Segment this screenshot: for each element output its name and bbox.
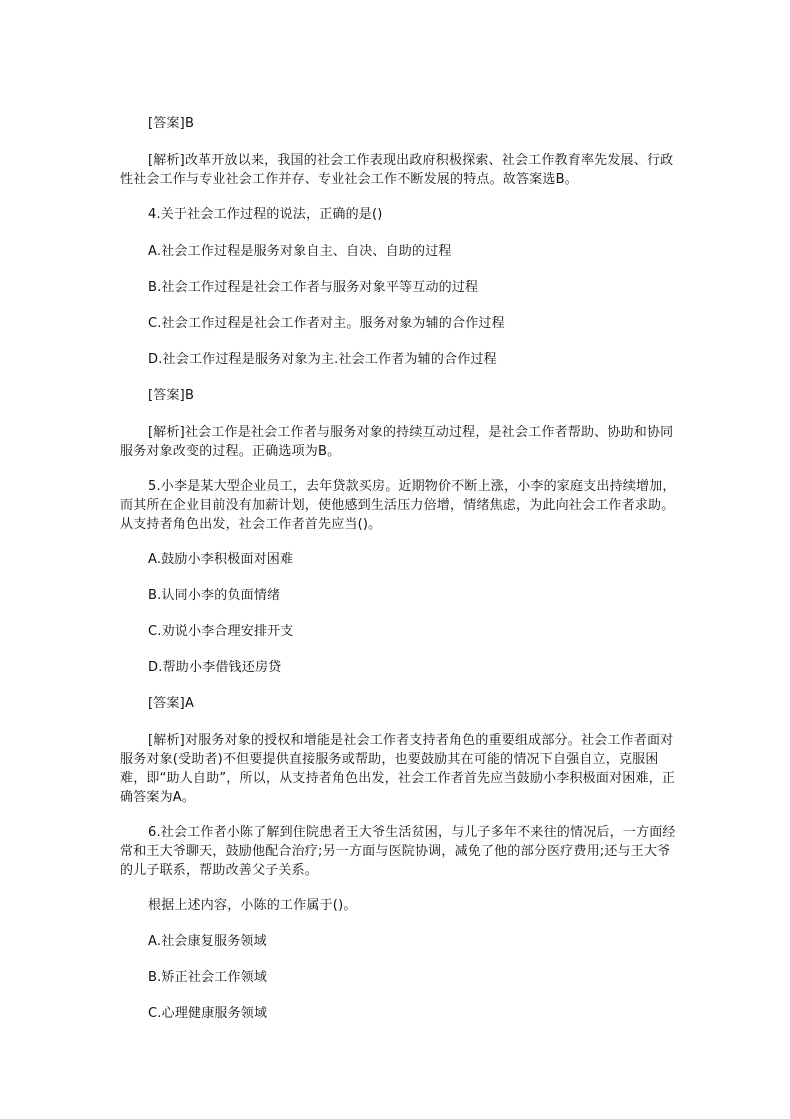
question-6-option-c: C.心理健康服务领域 [148,1006,268,1021]
question-4-option-a: A.社会工作过程是服务对象自主、自决、自助的过程 [148,244,452,259]
answer-3: [答案]B [148,116,195,131]
analysis-4: [解析]社会工作是社会工作者与服务对象的持续互动过程，是社会工作者帮助、协助和协同服务对象改变的过程。正确选项为B。 [120,425,674,459]
question-4: 4.关于社会工作过程的说法，正确的是() [148,207,383,222]
question-4-option-b: B.社会工作过程是社会工作者与服务对象平等互动的过程 [148,280,479,295]
question-6-stem: 根据上述内容，小陈的工作属于()。 [148,898,357,913]
answer-5: [答案]A [148,696,195,711]
question-6: 6.社会工作者小陈了解到住院患者王大爷生活贫困，与儿子多年不来往的情况后，一方面经常和王大爷聊天，鼓励他配合治疗;另一方面与医院协调，减免了他的部分医疗费用;还与王大爷的儿子联系，帮助改善父子关系。 [120,825,676,878]
question-5-option-a: A.鼓励小李积极面对困难 [148,552,294,567]
analysis-5: [解析]对服务对象的授权和增能是社会工作者支持者角色的重要组成部分。社会工作者面对服务对象(受助者)不但要提供直接服务或帮助，也要鼓励其在可能的情况下自强自立，克服困难，即“助人自助”，所以，从支持者角色出发，社会工作者首先应当鼓励小李积极面对困难，正确答案为A。 [120,733,676,805]
question-5-option-c: C.劝说小李合理安排开支 [148,624,294,639]
question-4-option-c: C.社会工作过程是社会工作者对主。服务对象为辅的合作过程 [148,316,505,331]
question-5: 5.小李是某大型企业员工，去年贷款买房。近期物价不断上涨，小李的家庭支出持续增加，而其所在企业目前没有加薪计划，使他感到生活压力倍增，情绪焦虑，为此向社会工作者求助。从支持者角色出发，社会工作者首先应当()。 [120,479,676,532]
question-6-option-a: A.社会康复服务领域 [148,934,267,949]
analysis-3: [解析]改革开放以来，我国的社会工作表现出政府积极探索、社会工作教育率先发展、行政性社会工作与专业社会工作并存、专业社会工作不断发展的特点。故答案选B。 [120,153,674,187]
question-5-option-d: D.帮助小李借钱还房贷 [148,660,282,675]
question-5-option-b: B.认同小李的负面情绪 [148,588,281,603]
question-4-option-d: D.社会工作过程是服务对象为主.社会工作者为辅的合作过程 [148,352,497,367]
question-6-option-b: B.矫正社会工作领域 [148,970,268,985]
answer-4: [答案]B [148,388,195,403]
